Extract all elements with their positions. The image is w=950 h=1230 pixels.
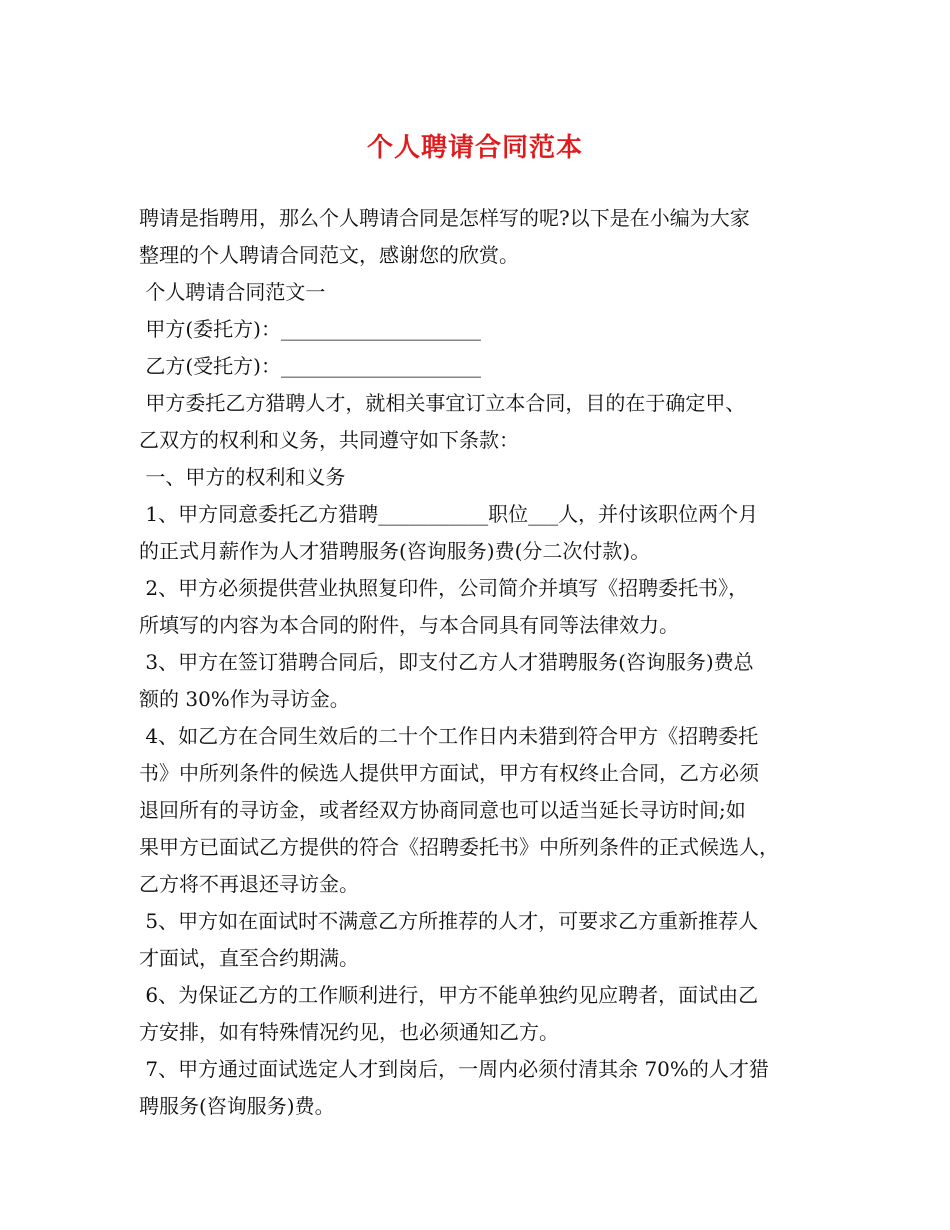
section-heading: 个人聘请合同范文一 xyxy=(139,280,326,304)
clause-line: 书》中所列条件的候选人提供甲方面试，甲方有权终止合同，乙方必须 xyxy=(139,761,759,785)
clause-line: 4、如乙方在合同生效后的二十个工作日内未猎到符合甲方《招聘委托 xyxy=(139,724,759,748)
clause-line: 所填写的内容为本合同的附件，与本合同具有同等法律效力。 xyxy=(139,613,679,637)
clause-line: 的正式月薪作为人才猎聘服务(咨询服务)费(分二次付款)。 xyxy=(139,539,651,563)
paragraph-line: 整理的个人聘请合同范文，感谢您的欣赏。 xyxy=(139,243,519,267)
clause-line: 6、为保证乙方的工作顺利进行，甲方不能单独约见应聘者，面试由乙 xyxy=(139,983,759,1007)
clause-line: 2、甲方必须提供营业执照复印件，公司简介并填写《招聘委托书》， xyxy=(139,576,749,600)
document-title: 个人聘请合同范本 xyxy=(366,133,583,163)
clause-line: 才面试，直至合约期满。 xyxy=(139,946,359,970)
party-b-line: 乙方(受托方)：____________________ xyxy=(139,354,481,378)
clause-line: 3、甲方在签订猎聘合同后，即支付乙方人才猎聘服务(咨询服务)费总 xyxy=(139,650,754,674)
document-body xyxy=(139,200,819,1125)
paragraph-line: 乙双方的权利和义务，共同遵守如下条款： xyxy=(139,428,519,452)
party-a-line: 甲方(委托方)：____________________ xyxy=(139,317,481,341)
clause-line: 果甲方已面试乙方提供的符合《招聘委托书》中所列条件的正式候选人， xyxy=(139,835,779,859)
clause-line: 1、甲方同意委托乙方猎聘___________职位___人，并付该职位两个月 xyxy=(139,502,759,526)
clause-line: 乙方将不再退还寻访金。 xyxy=(139,872,359,896)
clause-line: 方安排，如有特殊情况约见，也必须通知乙方。 xyxy=(139,1020,559,1044)
clause-line: 额的 30%作为寻访金。 xyxy=(139,687,350,711)
paragraph-line: 聘请是指聘用，那么个人聘请合同是怎样写的呢?以下是在小编为大家 xyxy=(139,206,750,230)
clause-line: 聘服务(咨询服务)费。 xyxy=(139,1094,335,1118)
paragraph-line: 甲方委托乙方猎聘人才，就相关事宜订立本合同，目的在于确定甲、 xyxy=(139,391,746,415)
clause-line: 5、甲方如在面试时不满意乙方所推荐的人才，可要求乙方重新推荐人 xyxy=(139,909,759,933)
clause-line: 退回所有的寻访金，或者经双方协商同意也可以适当延长寻访时间;如 xyxy=(139,798,746,822)
clause-heading: 一、甲方的权利和义务 xyxy=(139,465,346,489)
clause-line: 7、甲方通过面试选定人才到岗后，一周内必须付清其余 70%的人才猎 xyxy=(139,1057,769,1081)
